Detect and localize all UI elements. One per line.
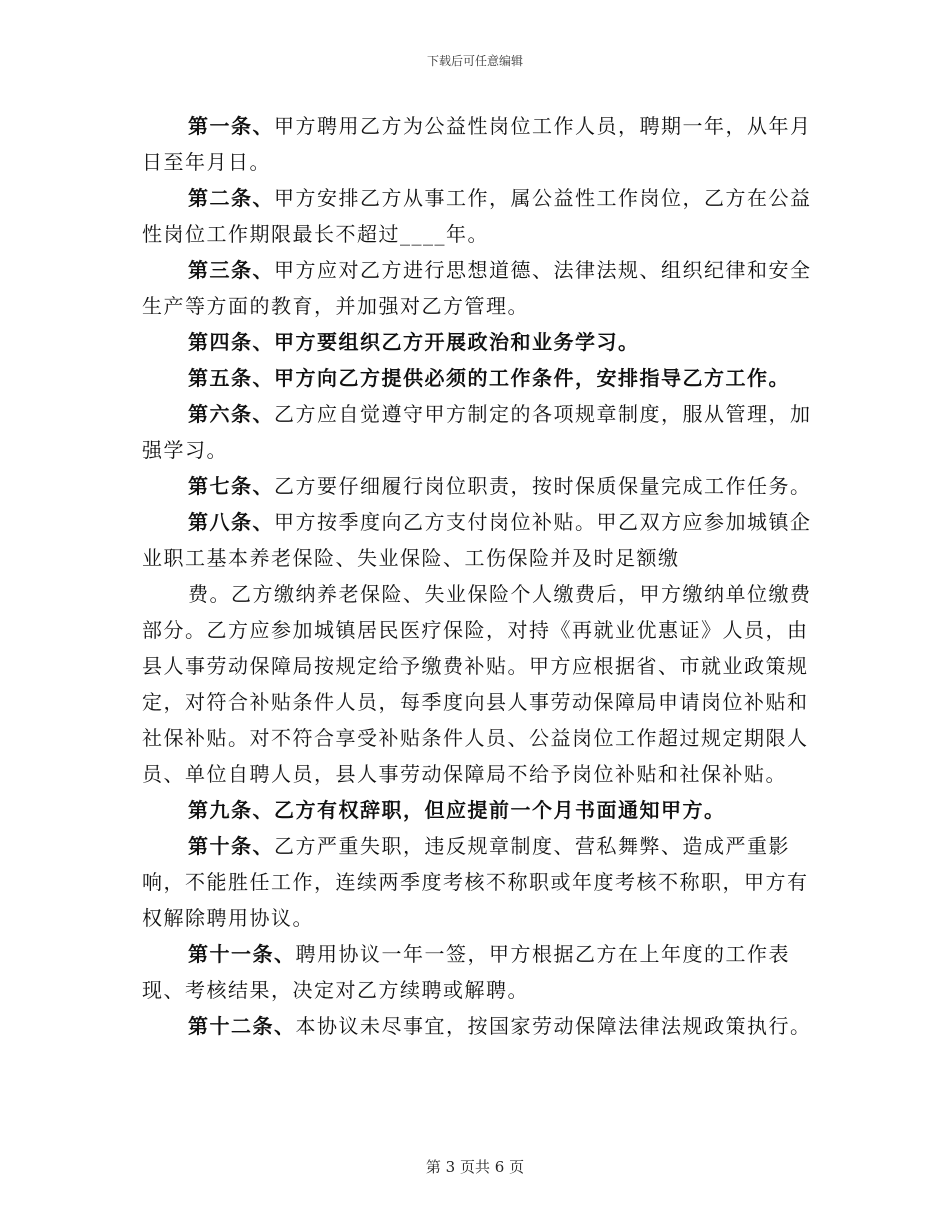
article-number: 第一条、 (188, 114, 274, 138)
article-3 (142, 252, 812, 324)
page-header: 下载后可任意编辑 (426, 54, 523, 68)
article-number: 第十二条、 (188, 1014, 296, 1038)
article-number: 第四条、 (188, 330, 274, 354)
article-text: 乙方要仔细履行岗位职责，按时保质保量完成工作任务。 (274, 474, 812, 498)
article-text: 甲方向乙方提供必须的工作条件，安排指导乙方工作。 (274, 366, 790, 390)
article-text: 本协议未尽事宜，按国家劳动保障法律法规政策执行。 (295, 1014, 812, 1038)
article-number: 第十一条、 (188, 942, 296, 966)
article-8 (142, 504, 812, 576)
article-11 (142, 936, 812, 1008)
article-text: 乙方严重失职，违反规章制度、营私舞弊、造成严重影响，不能胜任工作，连续两季度考核不称职或年度考核不称职，甲方有权解除聘用协议。 (142, 834, 809, 930)
article-number: 第八条、 (188, 510, 274, 534)
page-footer: 第 3 页共 6 页 (425, 1158, 525, 1176)
article-text: 甲方应对乙方进行思想道德、法律法规、组织纪律和安全生产等方面的教育，并加强对乙方管理。 (142, 258, 812, 318)
article-number: 第十条、 (188, 834, 274, 858)
article-text: 聘用协议一年一签，甲方根据乙方在上年度的工作表现、考核结果，决定对乙方续聘或解聘。 (142, 942, 790, 1002)
article-number: 第七条、 (188, 474, 274, 498)
article-number: 第九条、 (188, 798, 274, 822)
article-text: 甲方按季度向乙方支付岗位补贴。甲乙双方应参加城镇企业职工基本养老保险、失业保险、工伤保险并及时足额缴 (142, 510, 812, 570)
article-text: 乙方有权辞职，但应提前一个月书面通知甲方。 (274, 798, 726, 822)
article-number: 第五条、 (188, 366, 274, 390)
article-2 (142, 180, 812, 252)
article-text: 甲方安排乙方从事工作，属公益性工作岗位，乙方在公益性岗位工作期限最长不超过____年。 (142, 186, 812, 246)
document-body (142, 108, 812, 1044)
article-number: 第二条、 (188, 186, 274, 210)
article-5 (142, 360, 812, 396)
article-4 (142, 324, 812, 360)
article-text: 甲方要组织乙方开展政治和业务学习。 (274, 330, 640, 354)
article-text: 甲方聘用乙方为公益性岗位工作人员，聘期一年，从年月日至年月日。 (142, 114, 812, 174)
article-1 (142, 108, 812, 180)
article-6 (142, 396, 812, 468)
article-12 (142, 1008, 812, 1044)
article-text: 乙方应自觉遵守甲方制定的各项规章制度，服从管理，加强学习。 (142, 402, 812, 462)
article-number: 第六条、 (188, 402, 274, 426)
article-number: 第三条、 (188, 258, 274, 282)
article-8-continuation: 费。乙方缴纳养老保险、失业保险个人缴费后，甲方缴纳单位缴费部分。乙方应参加城镇居民医疗保险，对持《再就业优惠证》人员，由县人事劳动保障局按规定给予缴费补贴。甲方应根据省、市就业政策规定，对符合补贴条件人员，每季度向县人事劳动保障局申请岗位补贴和社保补贴。对不符合享受补贴条件人员、公益岗位工作超过规定期限人员、单位自聘人员，县人事劳动保障局不给予岗位补贴和社保补贴。 (142, 582, 812, 786)
article-7 (142, 468, 812, 504)
article-9 (142, 792, 812, 828)
article-10 (142, 828, 812, 936)
